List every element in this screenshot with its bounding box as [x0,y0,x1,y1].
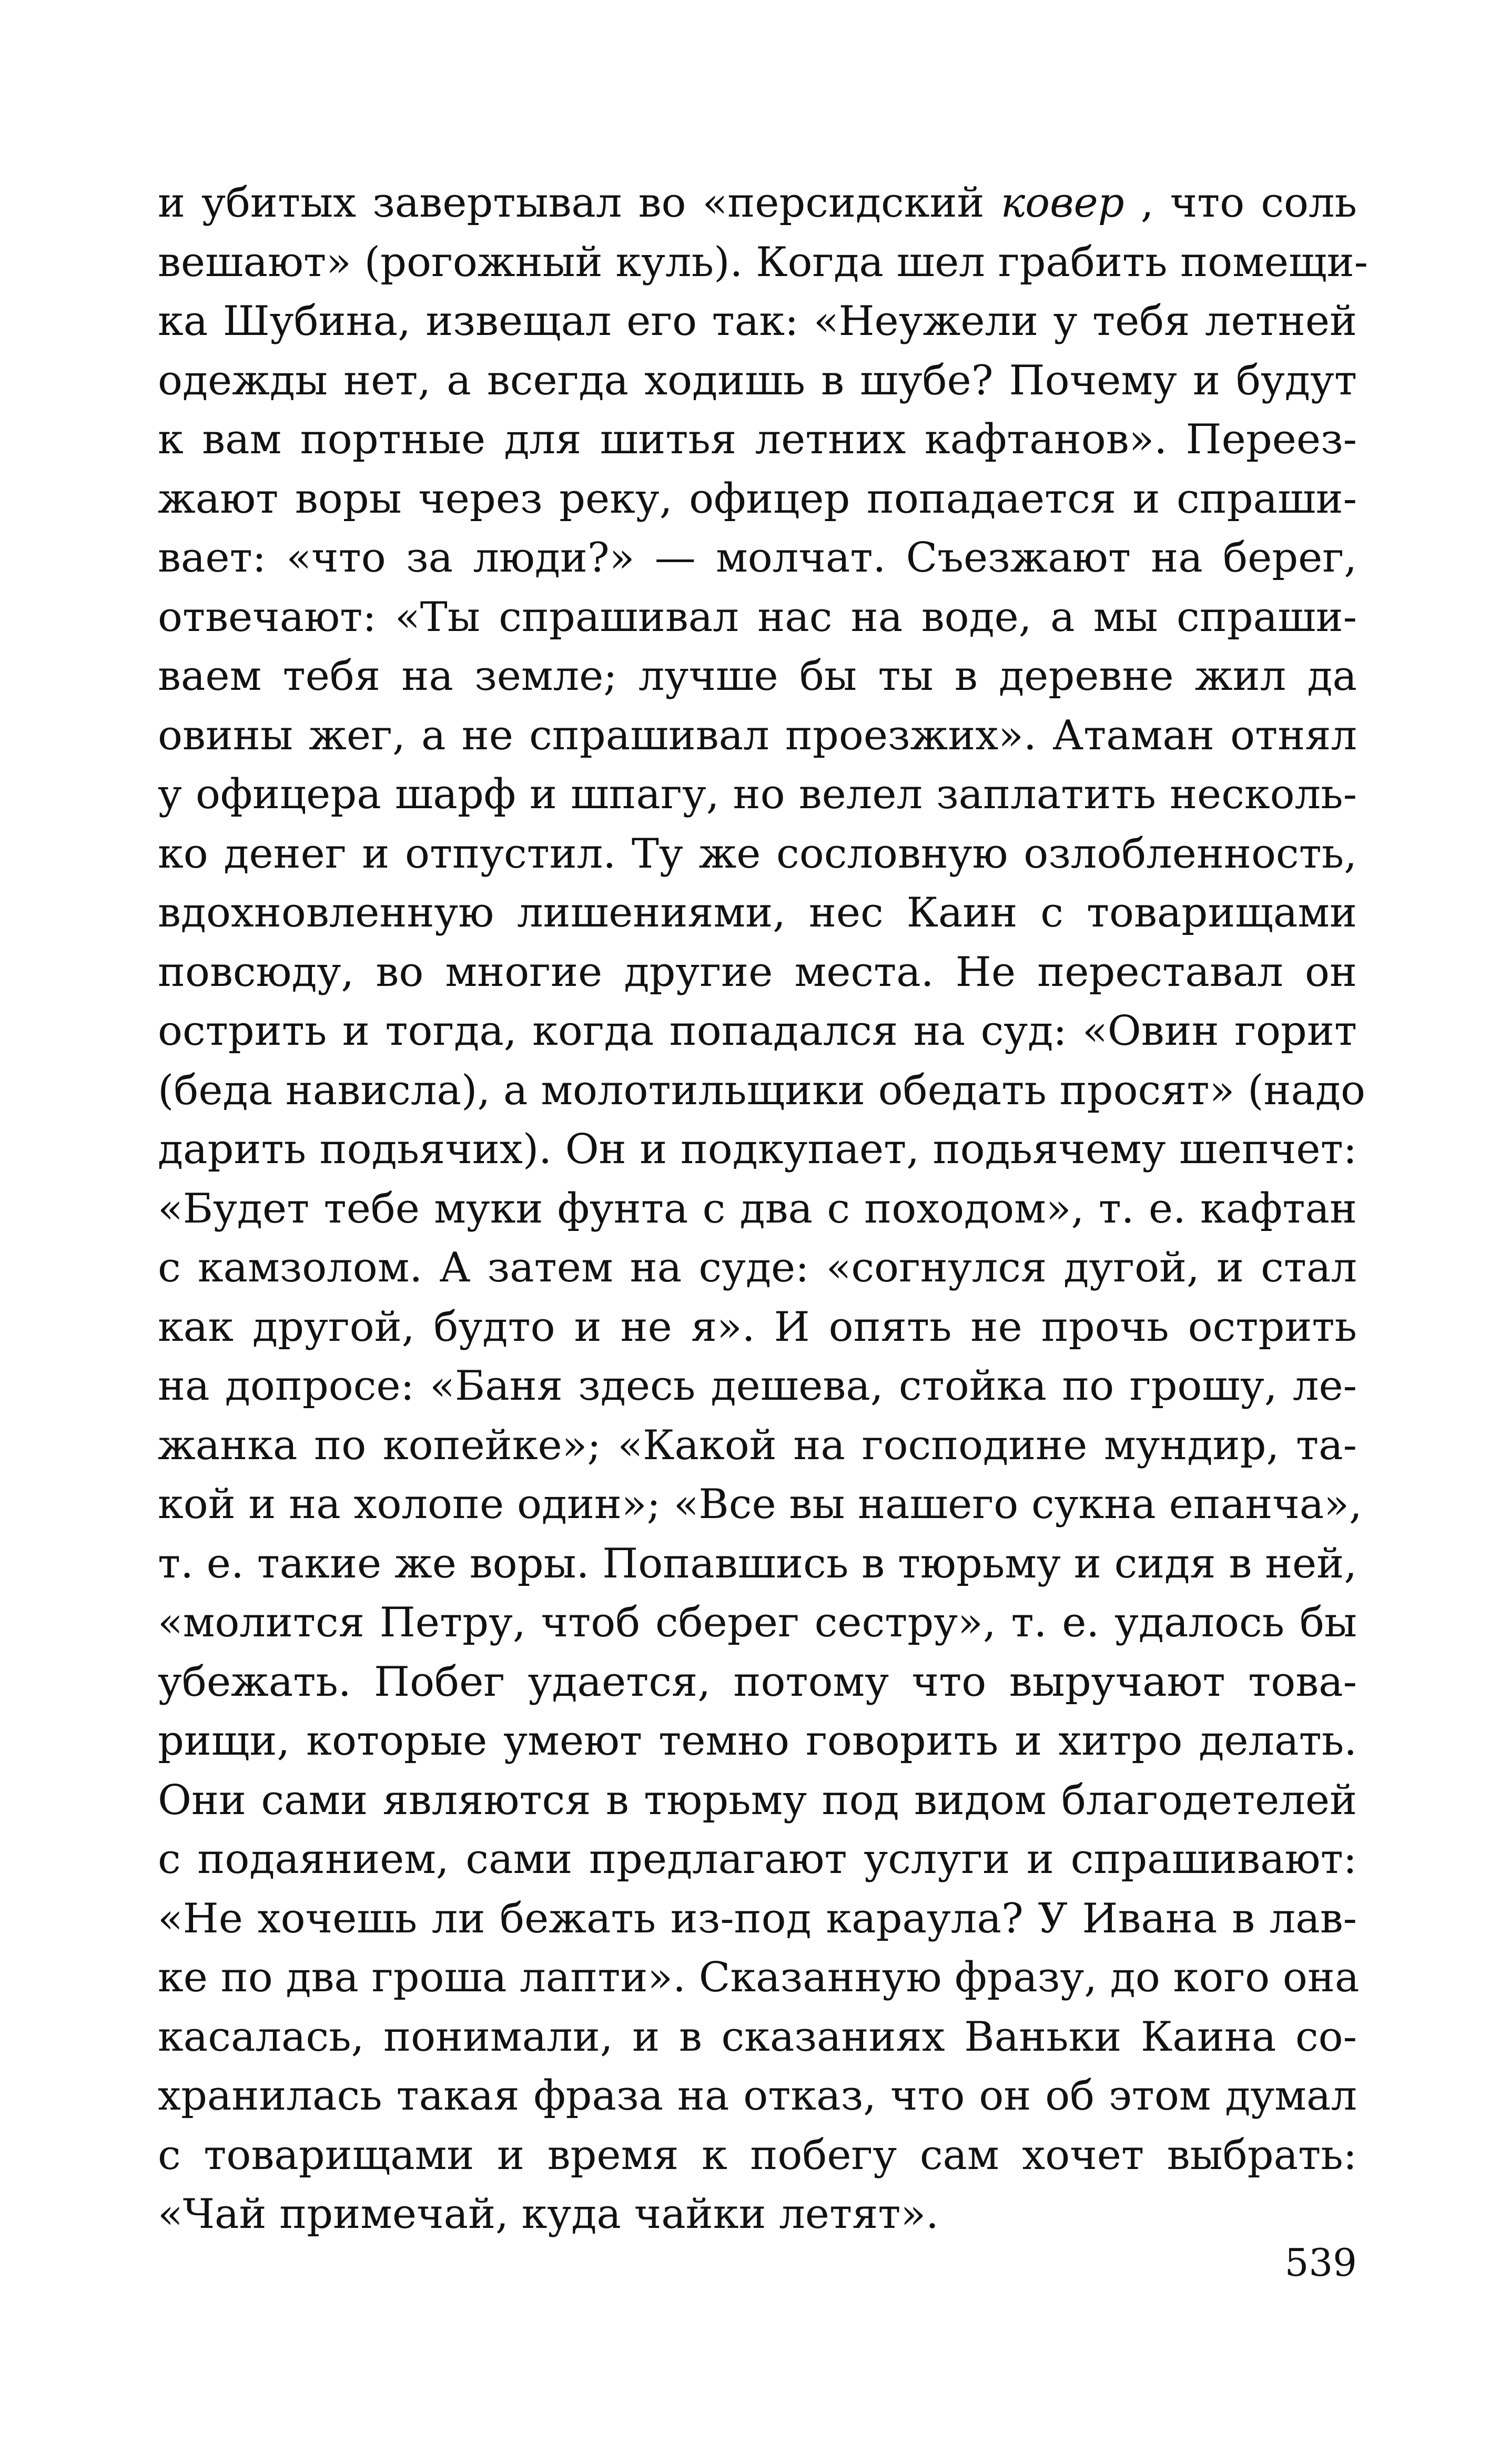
body-text [158,174,1368,2244]
text-line: одежды нет, а всегда ходишь в шубе? Почему и будут [158,357,1357,404]
text-line: овины жег, а не спрашивал проезжих». Атаман отнял [158,711,1357,759]
text-line: жанка по копейке»; «Какой на господине мундир, та- [158,1421,1357,1469]
text-line: вдохновленную лишениями, нес Каин с товарищами [158,889,1357,936]
text-line: к вам портные для шитья летних кафтанов». Переез- [158,416,1357,463]
text-line: убежать. Побег удается, потому что выручают това- [158,1658,1357,1706]
text-line: дарить подьячих). Он и подкупает, подьячему шепчет: [158,1126,1357,1173]
page-number: 539 [1284,2241,1357,2285]
text-line: с камзолом. А затем на суде: «согнулся дугой, и стал [158,1244,1357,1291]
text-line: (беда нависла), а молотильщики обедать просят» (надо [158,1066,1366,1114]
text-line: и убитых завертывал во «персидский ковер , что соль [158,179,1357,227]
text-line: ка Шубина, извещал его так: «Неужели у тебя летней [158,298,1357,345]
text-line: ваем тебя на земле; лучше бы ты в деревне жил да [158,653,1357,700]
text-line: с подаянием, сами предлагают услуги и спрашивают: [158,1836,1357,1883]
italic-word: ковер [1000,179,1124,227]
text-line: на допросе: «Баня здесь дешева, стойка по грошу, ле- [158,1362,1357,1410]
text-line: у офицера шарф и шпагу, но велел заплатить несколь- [158,771,1357,818]
text-line: отвечают: «Ты спрашивал нас на воде, а мы спраши- [158,593,1357,641]
text-line: хранилась такая фраза на отказ, что он об этом думал [158,2072,1357,2120]
text-line: жают воры через реку, офицер попадается и спраши- [158,475,1357,523]
text-line: ке по два гроша лапти». Сказанную фразу, до кого она [158,1954,1360,2001]
text-line: с товарищами и время к побегу сам хочет выбрать: [158,2131,1357,2179]
text-line: вает: «что за люди?» — молчат. Съезжают на берег, [158,534,1357,582]
text-line: т. е. такие же воры. Попавшись в тюрьму и сидя в ней, [158,1540,1357,1587]
text-line: «Не хочешь ли бежать из-под караула? У Ивана в лав- [158,1895,1357,1942]
text-line: ко денег и отпустил. Ту же сословную озлобленность, [158,830,1357,878]
text-line: касалась, понимали, и в сказаниях Ваньки Каина со- [158,2013,1357,2061]
text-line: как другой, будто и не я». И опять не прочь острить [158,1303,1357,1351]
text-line: рищи, которые умеют темно говорить и хитро делать. [158,1717,1357,1765]
text-line: вешают» (рогожный куль). Когда шел грабить помещи- [158,238,1368,286]
text-line: «Чай примечай, куда чайки летят». [158,2191,939,2238]
text-line: Они сами являются в тюрьму под видом благодетелей [158,1776,1357,1824]
text-line: повсюду, во многие другие места. Не переставал он [158,948,1357,996]
text-line: кой и на холопе один»; «Все вы нашего сукна епанча», [158,1481,1362,1528]
text-line: «молится Петру, чтоб сберег сестру», т. е. удалось бы [158,1599,1357,1646]
text-line: острить и тогда, когда попадался на суд: «Овин горит [158,1007,1357,1055]
text-line: «Будет тебе муки фунта с два с походом», т. е. кафтан [158,1185,1357,1233]
